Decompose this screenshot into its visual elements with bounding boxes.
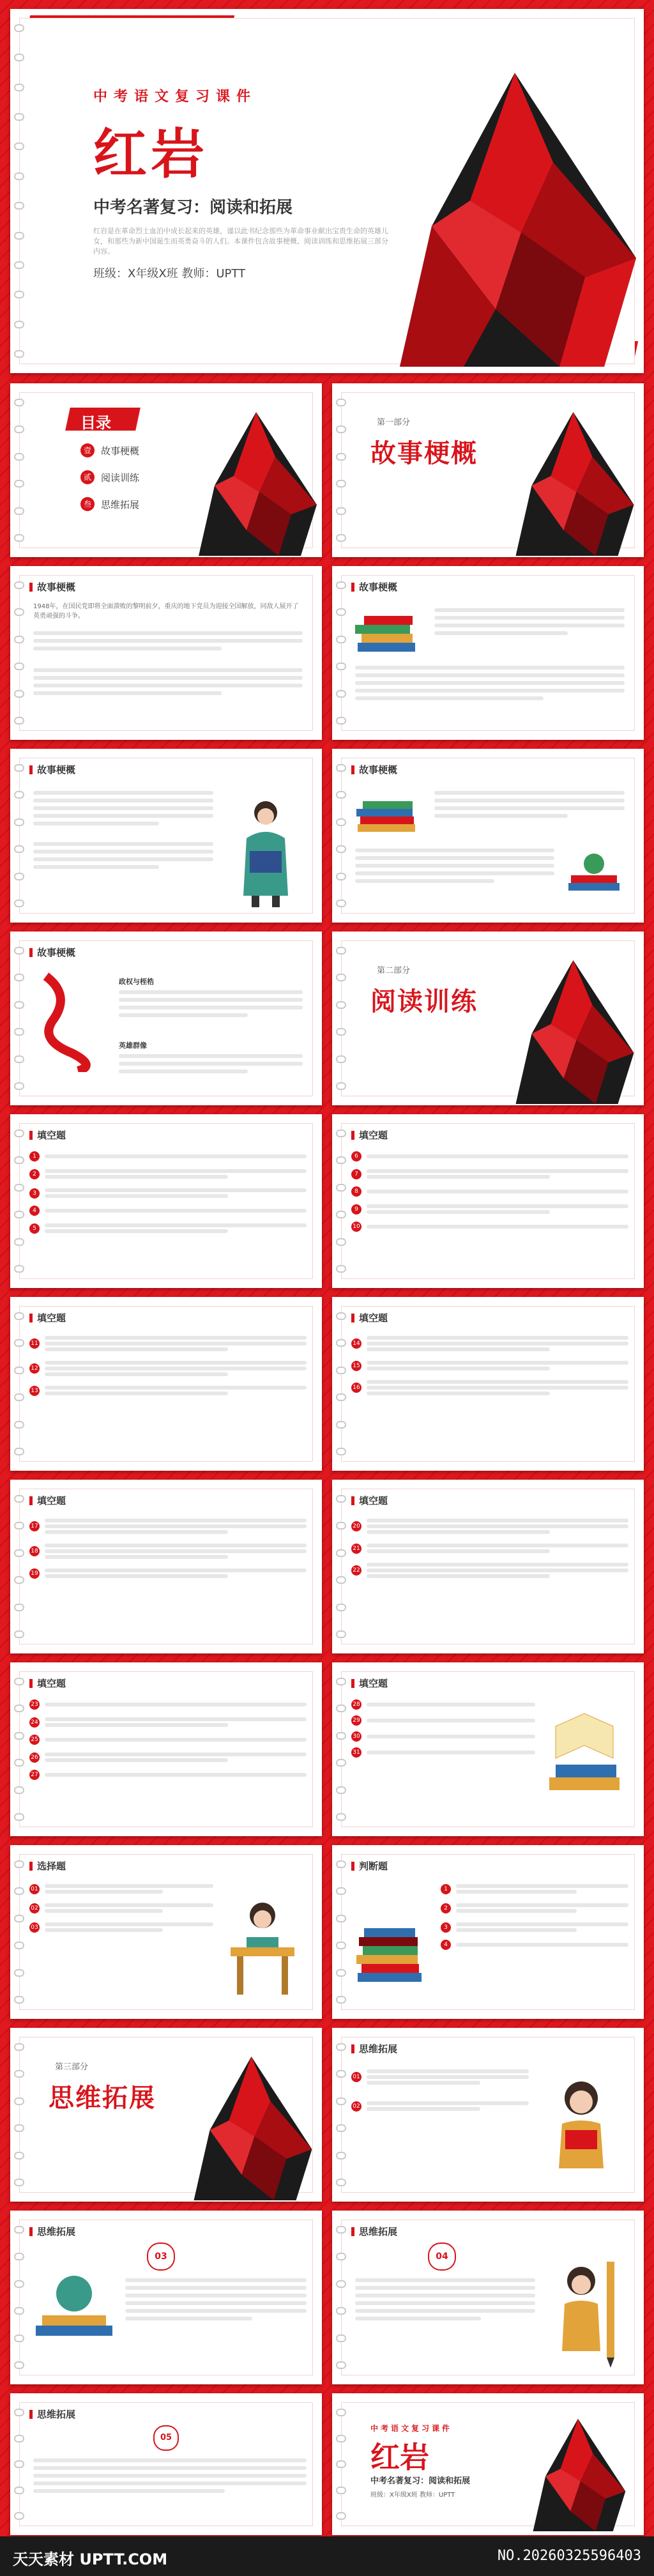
story-rings — [14, 947, 23, 1090]
fill-slide-3[interactable] — [10, 1297, 322, 1471]
toc-item-2[interactable] — [80, 470, 139, 484]
toc-item-1[interactable] — [80, 443, 139, 457]
fill-rings — [336, 1130, 345, 1273]
story-text-lines — [434, 604, 625, 639]
book-stack-icon — [351, 604, 422, 662]
end-slide[interactable] — [332, 2393, 644, 2535]
toc-label: 阅读训练 — [101, 471, 140, 484]
story-text-lines — [33, 787, 213, 873]
toc-slide[interactable] — [10, 383, 322, 557]
fill-rings — [14, 1312, 23, 1455]
choice-slide[interactable] — [10, 1845, 322, 2019]
think-slide-3[interactable] — [332, 2211, 644, 2384]
slide-header: 填空题 — [29, 1494, 66, 1507]
toc-num: 壹 — [80, 443, 95, 457]
part1-title: 故事梗概 — [370, 439, 478, 468]
toc-rings — [14, 399, 23, 542]
toc-mountain-illustration — [195, 409, 317, 556]
fill-slide-8[interactable] — [332, 1662, 644, 1836]
part3-title: 思维拓展 — [49, 2083, 156, 2113]
part1-slide[interactable] — [332, 383, 644, 557]
fill-rings — [336, 1495, 345, 1638]
part3-mountain-illustration — [189, 2053, 314, 2200]
part1-label: 第一部分 — [377, 418, 411, 427]
story-section-2-title: 英雄群像 — [119, 1041, 147, 1050]
slide-header: 填空题 — [351, 1128, 388, 1142]
open-books-illustration — [543, 1701, 626, 1816]
think-rings — [14, 2226, 23, 2369]
part2-rings — [336, 947, 345, 1090]
fill-rings — [336, 1678, 345, 1821]
girl-with-book-illustration — [536, 2066, 626, 2181]
end-meta: 班级：X年级X班 教师：UPTT — [370, 2492, 455, 2499]
cover-rings — [14, 24, 23, 358]
toc-num: 贰 — [80, 470, 95, 484]
think-num: 01 — [351, 2072, 361, 2082]
reading-woman-illustration — [221, 793, 304, 908]
think-text-lines — [355, 2274, 535, 2324]
slide-header: 故事梗概 — [29, 946, 75, 959]
story-text-lines — [434, 787, 625, 822]
end-series: 中考语文复习课件 — [370, 2424, 453, 2433]
end-rings — [336, 2409, 345, 2520]
question-list: 28 29 30 31 — [351, 1699, 535, 1763]
slide-header: 思维拓展 — [29, 2407, 75, 2421]
think-slide-1[interactable] — [332, 2028, 644, 2202]
toc-title: 目录 — [80, 414, 111, 432]
story-text-lines — [33, 627, 303, 699]
slide-header: 填空题 — [351, 1676, 388, 1690]
tall-book-stack-icon — [351, 1883, 428, 1992]
story-text-lines — [355, 845, 554, 887]
footer-brand: 天天素材 UPTT.COM — [13, 2550, 168, 2568]
slide-header: 思维拓展 — [29, 2225, 75, 2238]
story-text-lines — [355, 662, 625, 704]
slide-header: 思维拓展 — [351, 2225, 397, 2238]
slide-header: 填空题 — [351, 1311, 388, 1324]
cover-mountain-illustration — [393, 66, 636, 367]
part2-title: 阅读训练 — [370, 987, 478, 1016]
books-plant-icon — [562, 845, 626, 902]
books-and-globe-illustration — [29, 2255, 119, 2351]
question-list — [351, 2067, 529, 2119]
question-list: 6 7 8 9 10 — [351, 1151, 628, 1238]
toc-label: 思维拓展 — [101, 498, 140, 510]
fill-slide-6[interactable] — [332, 1480, 644, 1653]
toc-label: 故事梗概 — [101, 445, 140, 457]
part3-slide[interactable] — [10, 2028, 322, 2202]
question-list: 11 12 13 — [29, 1334, 307, 1403]
cover-title: 红岩 — [93, 122, 209, 185]
cover-series: 中考语文复习课件 — [93, 89, 257, 105]
slide-header: 填空题 — [29, 1676, 66, 1690]
story-slide-1[interactable] — [10, 566, 322, 740]
book-stack-icon — [351, 785, 422, 842]
story-slide-3[interactable] — [10, 749, 322, 923]
question-list: 17 18 19 — [29, 1517, 307, 1586]
story-text-lines — [119, 1050, 303, 1077]
think-rings — [336, 2043, 345, 2186]
toc-num: 叁 — [80, 497, 95, 511]
cover-meta: 班级：X年级X班 教师：UPTT — [93, 267, 246, 280]
cover-subtitle: 中考名著复习：阅读和拓展 — [93, 198, 293, 217]
slide-header: 思维拓展 — [351, 2042, 397, 2055]
think-rings — [336, 2226, 345, 2369]
story-paragraph: 1948年，在国民党即将全面溃败的黎明前夕，重庆的地下党员为迎接全国解放，同敌人展开了英勇顽强的斗争。 — [33, 603, 299, 620]
story-slide-4[interactable] — [332, 749, 644, 923]
fill-rings — [14, 1130, 23, 1273]
story-rings — [14, 764, 23, 907]
part3-rings — [14, 2043, 23, 2186]
fill-rings — [14, 1495, 23, 1638]
fill-slide-2[interactable] — [332, 1114, 644, 1288]
slide-header: 选择题 — [29, 1859, 66, 1873]
slide-header: 填空题 — [29, 1311, 66, 1324]
end-mountain-illustration — [524, 2416, 632, 2531]
part2-label: 第二部分 — [377, 966, 411, 976]
slide-header: 填空题 — [351, 1494, 388, 1507]
end-title: 红岩 — [370, 2440, 429, 2474]
part1-mountain-illustration — [511, 409, 635, 556]
fill-slide-4[interactable] — [332, 1297, 644, 1471]
slide-header: 故事梗概 — [29, 580, 75, 594]
part3-label: 第三部分 — [55, 2062, 89, 2072]
red-ribbon-illustration — [33, 970, 110, 1072]
question-list: 14 15 16 — [351, 1334, 628, 1403]
slide-header: 判断题 — [351, 1859, 388, 1873]
cover-slide[interactable] — [10, 9, 644, 373]
think-num: 02 — [351, 2101, 361, 2112]
fill-rings — [336, 1312, 345, 1455]
question-list: 1 2 3 4 5 — [29, 1151, 307, 1241]
fill-slide-7[interactable] — [10, 1662, 322, 1836]
fill-slide-5[interactable] — [10, 1480, 322, 1653]
think-num-badge: 05 — [153, 2425, 179, 2451]
think-num-badge: 03 — [147, 2242, 175, 2271]
choice-rings — [14, 1860, 23, 2004]
end-subtitle: 中考名著复习：阅读和拓展 — [370, 2476, 471, 2486]
slide-header: 填空题 — [29, 1128, 66, 1142]
question-list: 1 2 3 4 — [441, 1882, 628, 1956]
question-list: 20 21 22 — [351, 1517, 628, 1586]
slide-header: 故事梗概 — [351, 580, 397, 594]
slide-header: 故事梗概 — [351, 763, 397, 776]
story-section-1-title: 政权与桎梏 — [119, 977, 154, 986]
slide-header: 故事梗概 — [29, 763, 75, 776]
story-rings — [336, 764, 345, 907]
story-text-lines — [119, 986, 303, 1021]
think-slide-2[interactable] — [10, 2211, 322, 2384]
think-slide-4[interactable] — [10, 2393, 322, 2535]
think-num-badge: 04 — [428, 2242, 456, 2271]
question-list: 23 24 25 26 27 — [29, 1699, 307, 1786]
footer-code: NO.20260325596403 — [497, 2548, 641, 2564]
story-slide-2[interactable] — [332, 566, 644, 740]
judge-rings — [336, 1860, 345, 2004]
part1-rings — [336, 399, 345, 542]
judge-slide[interactable] — [332, 1845, 644, 2019]
think-text-lines — [125, 2274, 307, 2324]
study-girl-illustration — [221, 1890, 304, 1998]
fill-slide-1[interactable] — [10, 1114, 322, 1288]
story-rings — [14, 581, 23, 724]
think-rings — [14, 2409, 23, 2520]
story-slide-5[interactable] — [10, 931, 322, 1105]
fill-rings — [14, 1678, 23, 1821]
part2-slide[interactable] — [332, 931, 644, 1105]
watermark-footer — [0, 2536, 654, 2576]
question-list: 01 02 03 — [29, 1882, 213, 1940]
story-rings — [336, 581, 345, 724]
toc-item-3[interactable] — [80, 497, 139, 511]
think-text-lines — [33, 2455, 307, 2497]
cover-blurb: 红岩是在革命烈士血泊中成长起来的英雄，谨以此书纪念那些为革命事业献出宝贵生命的英雄儿女，和那些为新中国诞生而英勇奋斗的人们。本课件包含故事梗概、阅读训练和思维拓展三部分内容。 — [93, 227, 388, 256]
girl-with-pencil-illustration — [543, 2249, 626, 2370]
part2-mountain-illustration — [511, 957, 635, 1104]
